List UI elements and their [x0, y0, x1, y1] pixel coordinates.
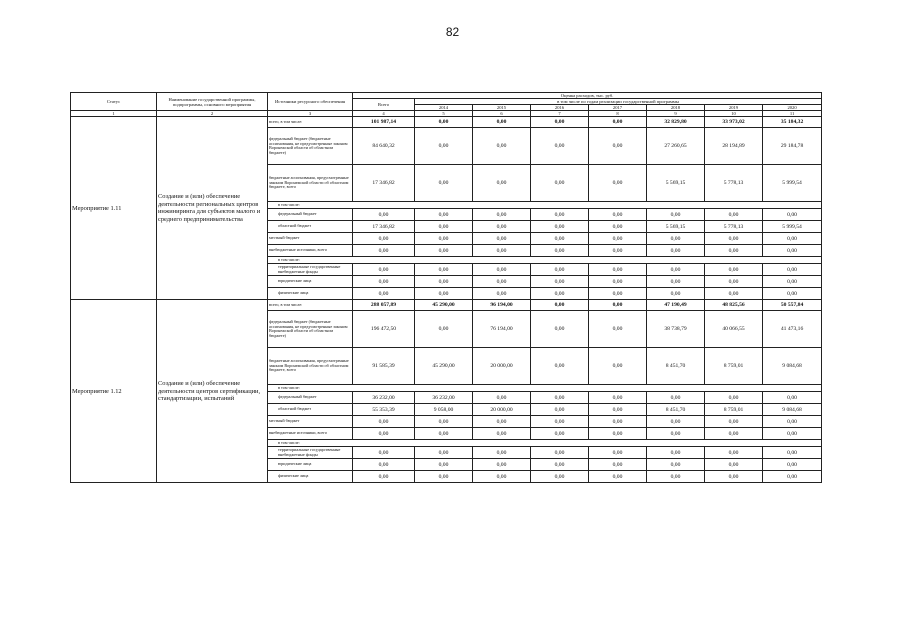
amount-cell: 0,00 — [531, 117, 589, 128]
amount-cell: 0,00 — [763, 416, 822, 428]
amount-cell: 0,00 — [589, 392, 647, 404]
amount-cell: 0,00 — [589, 221, 647, 233]
amount-cell: 0,00 — [531, 447, 589, 459]
amount-cell: 0,00 — [589, 245, 647, 257]
amount-cell: 8 451,70 — [647, 348, 705, 385]
funding-source: федеральный бюджет (бюджетные ассигнования, не предусмотренные законом Воронежской области об областном бюджете) — [268, 128, 353, 165]
amount-cell: 41 473,16 — [763, 311, 822, 348]
amount-cell: 9 058,00 — [415, 404, 473, 416]
amount-cell: 0,00 — [473, 117, 531, 128]
column-number: 5 — [415, 111, 473, 117]
column-number: 6 — [473, 111, 531, 117]
amount-cell: 50 557,84 — [763, 300, 822, 311]
amount-cell: 36 232,00 — [353, 392, 415, 404]
funding-source: областной бюджет — [268, 404, 353, 416]
amount-cell: 0,00 — [531, 471, 589, 483]
amount-cell: 0,00 — [705, 428, 763, 440]
amount-cell: 27 260,65 — [647, 128, 705, 165]
column-number: 11 — [763, 111, 822, 117]
amount-cell: 0,00 — [705, 459, 763, 471]
page-number: 82 — [445, 25, 460, 39]
amount-cell: 5 999,54 — [763, 221, 822, 233]
amount-cell: 0,00 — [473, 221, 531, 233]
amount-cell: 29 184,78 — [763, 128, 822, 165]
amount-cell: 0,00 — [531, 221, 589, 233]
amount-cell: 0,00 — [415, 447, 473, 459]
year-header: 2017 — [589, 105, 647, 111]
amount-cell: 0,00 — [589, 459, 647, 471]
amount-cell: 0,00 — [531, 276, 589, 288]
amount-cell: 0,00 — [647, 471, 705, 483]
amount-cell: 5 569,15 — [647, 165, 705, 202]
amount-cell: 0,00 — [589, 233, 647, 245]
funding-source: территориальные государственные внебюджетные фонды — [268, 447, 353, 459]
amount-cell: 0,00 — [763, 288, 822, 300]
amount-cell: 0,00 — [473, 459, 531, 471]
amount-cell: 0,00 — [531, 416, 589, 428]
amount-cell: 5 999,54 — [763, 165, 822, 202]
amount-cell: 0,00 — [589, 404, 647, 416]
year-header: 2020 — [763, 105, 822, 111]
amount-cell: 0,00 — [531, 233, 589, 245]
amount-cell: 0,00 — [353, 264, 415, 276]
funding-source: физические лица — [268, 471, 353, 483]
amount-cell: 0,00 — [589, 117, 647, 128]
amount-cell: 0,00 — [589, 165, 647, 202]
funding-source: всего, в том числе: — [268, 117, 353, 128]
column-number: 8 — [589, 111, 647, 117]
amount-cell: 0,00 — [647, 276, 705, 288]
amount-cell: 0,00 — [531, 311, 589, 348]
column-number: 1 — [71, 111, 157, 117]
amount-cell: 47 190,49 — [647, 300, 705, 311]
amount-cell: 32 829,80 — [647, 117, 705, 128]
amount-cell: 84 640,32 — [353, 128, 415, 165]
funding-source: юридические лица — [268, 459, 353, 471]
amount-cell: 45 290,00 — [415, 348, 473, 385]
funding-source: федеральный бюджет — [268, 209, 353, 221]
header-source: Источники ресурсного обеспечения — [268, 93, 353, 111]
funding-source: юридические лица — [268, 276, 353, 288]
amount-cell: 0,00 — [647, 264, 705, 276]
subheading-row: в том числе: — [268, 440, 822, 447]
amount-cell: 0,00 — [473, 428, 531, 440]
amount-cell: 0,00 — [473, 209, 531, 221]
amount-cell: 0,00 — [473, 264, 531, 276]
amount-cell: 0,00 — [531, 428, 589, 440]
amount-cell: 288 057,89 — [353, 300, 415, 311]
amount-cell: 0,00 — [531, 165, 589, 202]
amount-cell: 0,00 — [415, 245, 473, 257]
column-number: 2 — [157, 111, 268, 117]
subheading-row: в том числе: — [268, 385, 822, 392]
amount-cell: 0,00 — [473, 245, 531, 257]
amount-cell: 0,00 — [415, 459, 473, 471]
amount-cell: 0,00 — [531, 348, 589, 385]
amount-cell: 0,00 — [473, 471, 531, 483]
amount-cell: 0,00 — [705, 264, 763, 276]
amount-cell: 33 973,02 — [705, 117, 763, 128]
amount-cell: 0,00 — [763, 276, 822, 288]
amount-cell: 96 194,00 — [473, 300, 531, 311]
amount-cell: 0,00 — [353, 233, 415, 245]
amount-cell: 0,00 — [589, 264, 647, 276]
amount-cell: 0,00 — [353, 447, 415, 459]
amount-cell: 0,00 — [589, 209, 647, 221]
amount-cell: 0,00 — [353, 428, 415, 440]
amount-cell: 0,00 — [531, 300, 589, 311]
amount-cell: 0,00 — [353, 471, 415, 483]
amount-cell: 0,00 — [473, 128, 531, 165]
amount-cell: 40 066,55 — [705, 311, 763, 348]
measure-status: Мероприятие 1.12 — [71, 300, 157, 483]
amount-cell: 8 759,01 — [705, 404, 763, 416]
amount-cell: 0,00 — [473, 288, 531, 300]
amount-cell: 0,00 — [531, 404, 589, 416]
funding-source: местный бюджет — [268, 416, 353, 428]
header-units: Оценка расходов, тыс. руб. — [353, 93, 822, 99]
amount-cell: 0,00 — [589, 276, 647, 288]
amount-cell: 0,00 — [415, 209, 473, 221]
column-number: 7 — [531, 111, 589, 117]
amount-cell: 91 585,39 — [353, 348, 415, 385]
amount-cell: 9 084,68 — [763, 348, 822, 385]
column-number: 3 — [268, 111, 353, 117]
amount-cell: 0,00 — [647, 428, 705, 440]
amount-cell: 0,00 — [415, 233, 473, 245]
amount-cell: 0,00 — [589, 471, 647, 483]
funding-source: внебюджетные источники, всего — [268, 428, 353, 440]
measure-name: Создание и (или) обеспечение деятельности региональных центров инжиниринга для субъектов малого и среднего предпринимательства — [157, 117, 268, 300]
amount-cell: 0,00 — [415, 165, 473, 202]
amount-cell: 0,00 — [647, 447, 705, 459]
amount-cell: 0,00 — [415, 416, 473, 428]
amount-cell: 20 000,00 — [473, 404, 531, 416]
amount-cell: 0,00 — [763, 392, 822, 404]
amount-cell: 0,00 — [415, 311, 473, 348]
amount-cell: 0,00 — [473, 165, 531, 202]
amount-cell: 0,00 — [473, 233, 531, 245]
amount-cell: 0,00 — [531, 288, 589, 300]
amount-cell: 0,00 — [415, 221, 473, 233]
year-header: 2015 — [473, 105, 531, 111]
amount-cell: 0,00 — [705, 416, 763, 428]
amount-cell: 0,00 — [763, 459, 822, 471]
amount-cell: 17 346,82 — [353, 221, 415, 233]
amount-cell: 36 232,00 — [415, 392, 473, 404]
funding-source: федеральный бюджет (бюджетные ассигнования, не предусмотренные законом Воронежской области об областном бюджете) — [268, 311, 353, 348]
table-header — [71, 93, 822, 117]
amount-cell: 0,00 — [705, 209, 763, 221]
amount-cell: 0,00 — [647, 392, 705, 404]
table-row — [71, 117, 822, 128]
amount-cell: 0,00 — [705, 471, 763, 483]
amount-cell: 0,00 — [415, 128, 473, 165]
amount-cell: 45 290,00 — [415, 300, 473, 311]
amount-cell: 0,00 — [353, 288, 415, 300]
amount-cell: 0,00 — [353, 459, 415, 471]
amount-cell: 0,00 — [647, 233, 705, 245]
measure-name: Создание и (или) обеспечение деятельности центров сертификации, стандартизации, испытаний — [157, 300, 268, 483]
amount-cell: 0,00 — [415, 471, 473, 483]
amount-cell: 0,00 — [647, 416, 705, 428]
amount-cell: 0,00 — [705, 233, 763, 245]
amount-cell: 0,00 — [705, 392, 763, 404]
amount-cell: 0,00 — [531, 209, 589, 221]
amount-cell: 5 778,13 — [705, 165, 763, 202]
amount-cell: 0,00 — [647, 459, 705, 471]
amount-cell: 0,00 — [473, 447, 531, 459]
amount-cell: 0,00 — [353, 416, 415, 428]
amount-cell: 0,00 — [353, 245, 415, 257]
amount-cell: 0,00 — [473, 276, 531, 288]
column-number: 4 — [353, 111, 415, 117]
amount-cell: 17 346,82 — [353, 165, 415, 202]
amount-cell: 0,00 — [531, 245, 589, 257]
amount-cell: 28 194,89 — [705, 128, 763, 165]
amount-cell: 0,00 — [531, 392, 589, 404]
year-header: 2014 — [415, 105, 473, 111]
header-total: Всего — [353, 99, 415, 111]
funding-source: внебюджетные источники, всего — [268, 245, 353, 257]
amount-cell: 9 084,68 — [763, 404, 822, 416]
amount-cell: 0,00 — [353, 276, 415, 288]
amount-cell: 38 738,79 — [647, 311, 705, 348]
amount-cell: 0,00 — [589, 300, 647, 311]
amount-cell: 35 184,32 — [763, 117, 822, 128]
funding-source: всего, в том числе: — [268, 300, 353, 311]
year-header: 2016 — [531, 105, 589, 111]
table-row — [71, 300, 822, 311]
amount-cell: 0,00 — [531, 459, 589, 471]
amount-cell: 5 569,15 — [647, 221, 705, 233]
amount-cell: 0,00 — [589, 447, 647, 459]
amount-cell: 0,00 — [531, 128, 589, 165]
amount-cell: 0,00 — [647, 245, 705, 257]
funding-source: местный бюджет — [268, 233, 353, 245]
year-header: 2019 — [705, 105, 763, 111]
amount-cell: 8 451,70 — [647, 404, 705, 416]
amount-cell: 0,00 — [473, 416, 531, 428]
amount-cell: 0,00 — [589, 348, 647, 385]
amount-cell: 0,00 — [589, 128, 647, 165]
amount-cell: 0,00 — [589, 288, 647, 300]
amount-cell: 196 472,50 — [353, 311, 415, 348]
amount-cell: 0,00 — [589, 311, 647, 348]
amount-cell: 0,00 — [353, 209, 415, 221]
amount-cell: 0,00 — [763, 471, 822, 483]
amount-cell: 0,00 — [589, 428, 647, 440]
amount-cell: 8 759,01 — [705, 348, 763, 385]
amount-cell: 0,00 — [415, 288, 473, 300]
amount-cell: 101 987,14 — [353, 117, 415, 128]
amount-cell: 0,00 — [415, 276, 473, 288]
amount-cell: 0,00 — [705, 288, 763, 300]
funding-source: бюджетные ассигнования, предусмотренные законом Воронежской области об областном бюджете, всего — [268, 165, 353, 202]
amount-cell: 0,00 — [647, 288, 705, 300]
column-number: 9 — [647, 111, 705, 117]
amount-cell: 5 778,13 — [705, 221, 763, 233]
amount-cell: 0,00 — [705, 276, 763, 288]
amount-cell: 0,00 — [473, 392, 531, 404]
header-by-years: в том числе по годам реализации государственной программы — [415, 99, 822, 105]
amount-cell: 0,00 — [415, 264, 473, 276]
amount-cell: 0,00 — [415, 428, 473, 440]
budget-table — [70, 92, 822, 483]
header-name: Наименование государственной программы, подпрограммы, основного мероприятия — [157, 93, 268, 111]
amount-cell: 0,00 — [763, 209, 822, 221]
amount-cell: 0,00 — [415, 117, 473, 128]
funding-source: территориальные государственные внебюджетные фонды — [268, 264, 353, 276]
column-number: 10 — [705, 111, 763, 117]
amount-cell: 0,00 — [763, 233, 822, 245]
subheading-row: в том числе: — [268, 202, 822, 209]
amount-cell: 0,00 — [763, 428, 822, 440]
funding-source: физические лица — [268, 288, 353, 300]
amount-cell: 0,00 — [763, 245, 822, 257]
amount-cell: 0,00 — [705, 447, 763, 459]
amount-cell: 55 353,39 — [353, 404, 415, 416]
amount-cell: 0,00 — [647, 209, 705, 221]
year-header: 2018 — [647, 105, 705, 111]
funding-source: федеральный бюджет — [268, 392, 353, 404]
header-status: Статус — [71, 93, 157, 111]
amount-cell: 0,00 — [705, 245, 763, 257]
funding-source: областной бюджет — [268, 221, 353, 233]
amount-cell: 0,00 — [763, 264, 822, 276]
funding-source: бюджетные ассигнования, предусмотренные законом Воронежской области об областном бюджете, всего — [268, 348, 353, 385]
amount-cell: 48 825,56 — [705, 300, 763, 311]
amount-cell: 20 000,00 — [473, 348, 531, 385]
subheading-row: в том числе: — [268, 257, 822, 264]
amount-cell: 0,00 — [763, 447, 822, 459]
measure-status: Мероприятие 1.11 — [71, 117, 157, 300]
amount-cell: 0,00 — [531, 264, 589, 276]
amount-cell: 0,00 — [589, 416, 647, 428]
amount-cell: 76 194,00 — [473, 311, 531, 348]
